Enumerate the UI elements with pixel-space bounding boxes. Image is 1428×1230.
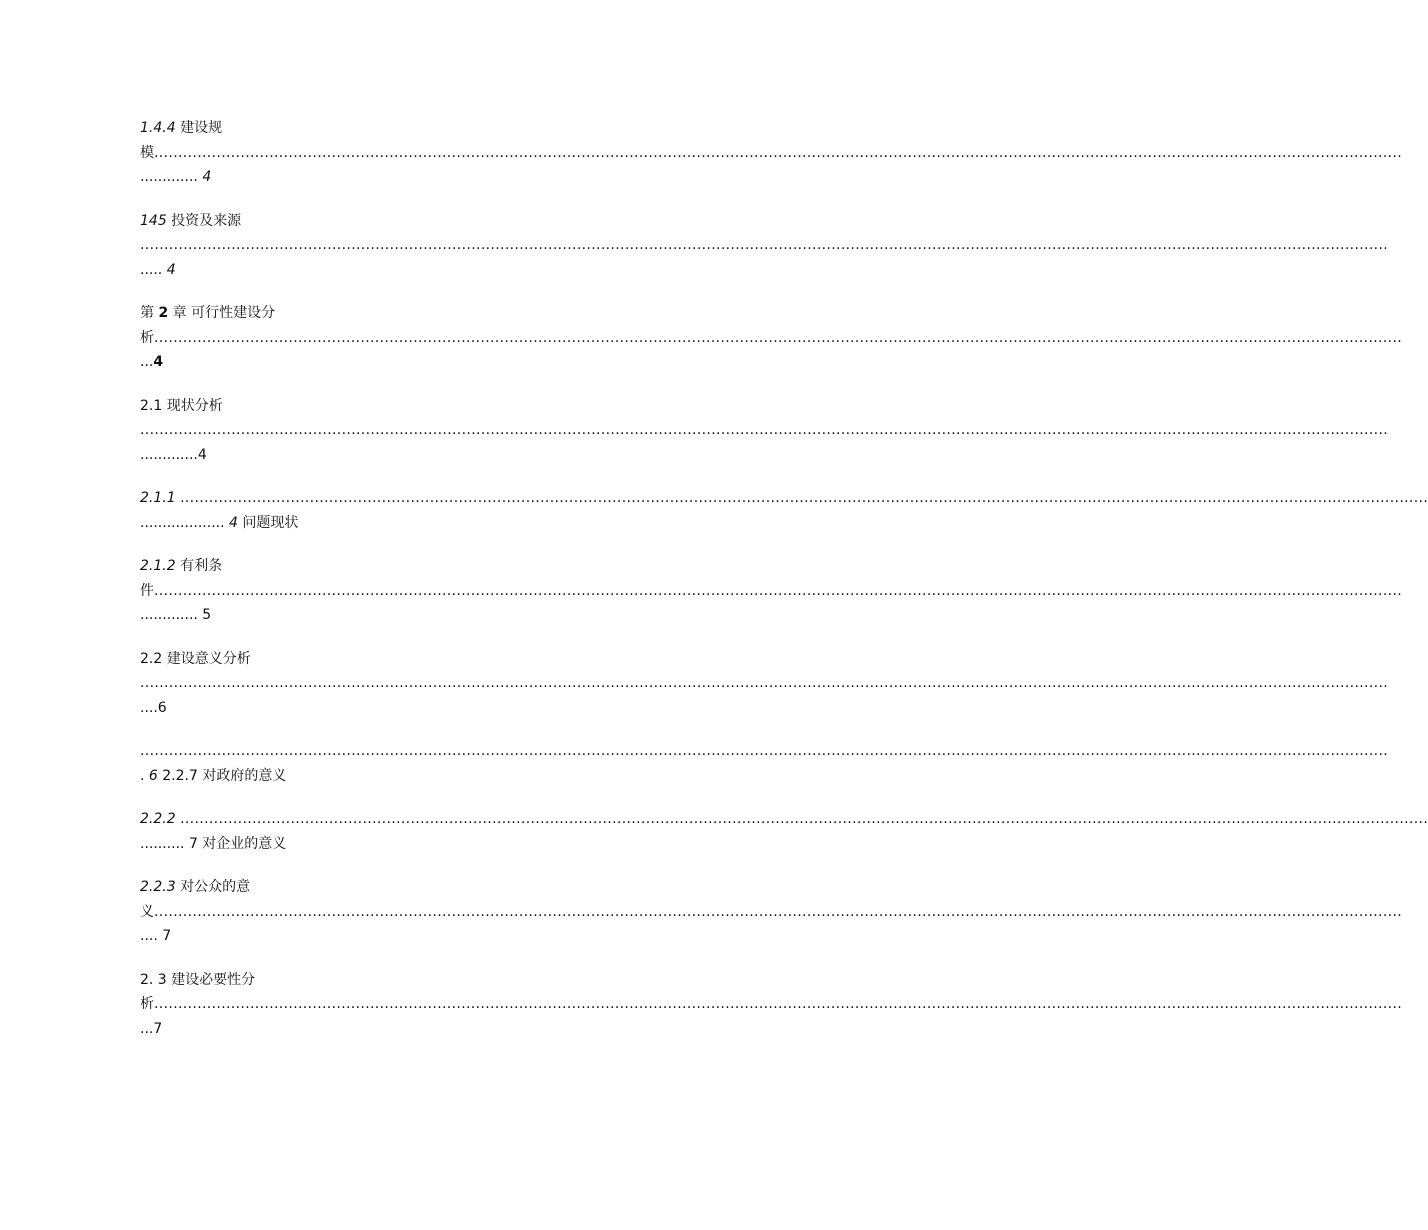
- toc-entry[interactable]: [140, 394, 1389, 468]
- toc-line: [140, 233, 1389, 258]
- toc-line: [140, 443, 810, 468]
- toc-text: 章 可行性建设分: [168, 305, 276, 321]
- toc-text: .............4: [140, 446, 207, 463]
- toc-entry[interactable]: [140, 968, 1403, 1042]
- toc-entry[interactable]: [140, 116, 1403, 190]
- toc-text: 2.2.2: [140, 811, 176, 827]
- toc-text: 第: [140, 305, 159, 321]
- toc-line: [140, 924, 810, 949]
- toc-line: [140, 671, 1389, 696]
- dot-leader: ....................................................................................................................................................................................................................................................................: [154, 144, 1403, 161]
- toc-line: [140, 301, 810, 326]
- toc-entry[interactable]: [140, 301, 1403, 375]
- toc-text: .... 7: [140, 928, 172, 944]
- toc-text: 4: [153, 354, 164, 370]
- toc-text: 对公众的意: [175, 879, 251, 895]
- dot-leader: ....................................................................................................................................................................................................................................................................: [154, 582, 1403, 599]
- toc-text: 6: [148, 767, 158, 784]
- toc-text: 析: [140, 996, 154, 1012]
- dot-leader: ....................................................................................................................................................................................................................................................................: [140, 675, 1389, 691]
- toc-entry[interactable]: [140, 209, 1389, 283]
- toc-text: 2.2.3: [140, 879, 176, 895]
- dot-leader: ....................................................................................................................................................................................................................................................................: [180, 490, 1428, 506]
- toc-line: [140, 603, 810, 628]
- toc-entry[interactable]: [140, 739, 1389, 788]
- toc-text: ...................: [140, 514, 230, 531]
- table-of-contents: [140, 116, 1428, 1060]
- toc-line: [140, 807, 1428, 832]
- toc-line: [140, 764, 810, 789]
- toc-text: 4: [229, 514, 238, 531]
- toc-line: [140, 647, 810, 672]
- toc-text: 问题现状: [237, 514, 299, 531]
- toc-line: [140, 579, 1403, 604]
- toc-line: [140, 832, 810, 857]
- toc-text: ...7: [140, 1020, 163, 1037]
- toc-text: 2. 3 建设必要性分: [140, 971, 256, 988]
- dot-leader: ....................................................................................................................................................................................................................................................................: [140, 743, 1389, 759]
- dot-leader: ....................................................................................................................................................................................................................................................................: [154, 996, 1403, 1012]
- toc-line: [140, 486, 1428, 511]
- toc-line: [140, 696, 810, 721]
- toc-text: 1.4.4: [140, 120, 176, 136]
- toc-line: [140, 900, 1403, 925]
- toc-line: [140, 258, 810, 283]
- toc-line: [140, 1017, 810, 1042]
- toc-entry[interactable]: [140, 875, 1403, 949]
- toc-line: [140, 554, 810, 579]
- toc-text: 4: [202, 169, 212, 185]
- toc-text: 4: [166, 261, 176, 278]
- toc-line: [140, 394, 810, 419]
- toc-line: [140, 209, 810, 234]
- toc-line: [140, 418, 1389, 443]
- dot-leader: ....................................................................................................................................................................................................................................................................: [140, 422, 1389, 438]
- toc-line: [140, 992, 1403, 1017]
- toc-text: ....6: [140, 699, 167, 716]
- toc-text: 2.2.7 对政府的意义: [157, 767, 287, 784]
- toc-text: 2.2 建设意义分析: [140, 650, 251, 667]
- toc-text: 模: [140, 144, 154, 161]
- toc-text: ............. 5: [140, 607, 212, 623]
- toc-text: 件: [140, 582, 154, 599]
- toc-entry[interactable]: [140, 486, 1428, 535]
- toc-text: 建设规: [175, 120, 223, 136]
- dot-leader: ....................................................................................................................................................................................................................................................................: [154, 329, 1403, 346]
- toc-text: 145: [140, 212, 167, 229]
- toc-line: [140, 326, 1403, 351]
- toc-text: .......... 7 对企业的意义: [140, 835, 287, 852]
- toc-line: [140, 739, 1389, 764]
- toc-line: [140, 511, 810, 536]
- toc-line: [140, 875, 810, 900]
- dot-leader: ....................................................................................................................................................................................................................................................................: [180, 811, 1428, 827]
- toc-text: .....: [140, 261, 167, 278]
- toc-text: 有利条: [175, 558, 223, 574]
- toc-line: [140, 165, 810, 190]
- toc-text: ...: [140, 354, 154, 370]
- toc-entry[interactable]: [140, 554, 1403, 628]
- dot-leader: ....................................................................................................................................................................................................................................................................: [154, 903, 1403, 920]
- toc-text: 义: [140, 903, 154, 920]
- toc-entry[interactable]: [140, 647, 1389, 721]
- toc-text: 2.1.2: [140, 558, 176, 574]
- toc-text: 2: [158, 305, 169, 321]
- toc-line: [140, 116, 810, 141]
- toc-text: 析: [140, 329, 154, 346]
- toc-line: [140, 141, 1403, 166]
- toc-text: 投资及来源: [166, 212, 242, 229]
- toc-text: .............: [140, 169, 203, 185]
- toc-entry[interactable]: [140, 807, 1428, 856]
- toc-line: [140, 968, 810, 993]
- dot-leader: ....................................................................................................................................................................................................................................................................: [140, 237, 1389, 253]
- toc-text: .: [140, 767, 149, 784]
- toc-line: [140, 350, 810, 375]
- toc-text: 2.1.1: [140, 490, 176, 506]
- toc-text: 2.1 现状分析: [140, 397, 223, 414]
